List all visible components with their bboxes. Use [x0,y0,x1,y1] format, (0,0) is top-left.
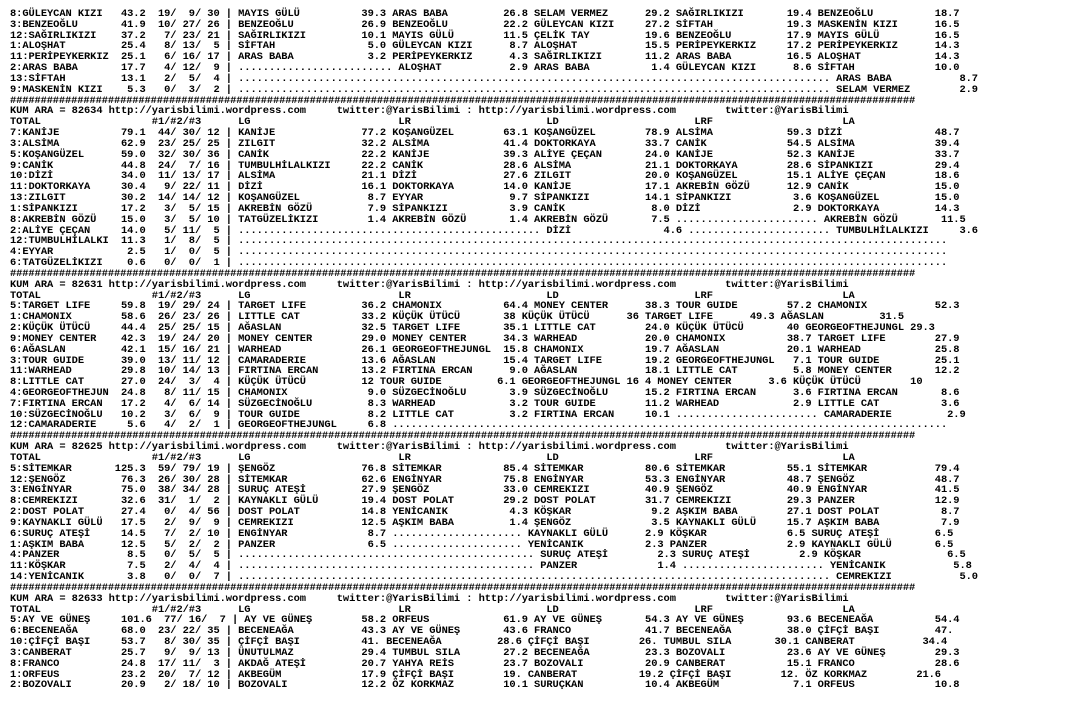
text-line: 11:KÖŞKAR 7.5 2/ 4/ 4 | ................................................ PANZER 1.4 ....................... YENİCANIK 5.8 [10,560,972,573]
text-line: 3:TOUR GUIDE 39.0 13/ 11/ 12 | CAMARADERIE 13.6 AĞASLAN 15.4 TARGET LIFE 19.2 GEORGEOFTHEJUNGL 7.1 TOUR GUIDE 25.1 [10,354,960,367]
text-line: #################################################################################################################################################### [10,581,916,594]
text-line: 12:TUMBULHİLALKI 11.3 1/ 8/ 5 | ................................................................................................................... [10,235,948,248]
text-line: 4:PANZER 8.5 0/ 5/ 5 | ................................................ SURUÇ ATEŞİ 2.3 SURUÇ ATEŞİ 2.9 KÖŞKAR 6.5 [10,549,966,562]
text-line: 12:ŞENGÖZ 76.3 26/ 30/ 28 | SİTEMKAR 62.6 ENGİNYAR 75.8 ENGİNYAR 53.3 ENGİNYAR 48.7 ŞENGÖZ 48.7 [10,473,960,486]
text-line: 10:DİZİ 34.0 11/ 13/ 17 | ALSİMA 21.1 DİZİ 27.6 ZILGIT 20.0 KOŞANGÜZEL 15.1 ALİYE ÇEÇAN 18.6 [10,170,960,183]
text-line: 10:ÇİFÇİ BAŞI 53.7 8/ 30/ 35 | ÇİFÇİ BAŞI 41. BECENEAĞA 28.6 ÇİFÇİ BAŞI 26. TUMBUL SILA 30.1 CANBERAT 34.4 [10,636,948,649]
text-line: 2:ARAS BABA 17.7 4/ 12/ 9 | ......................... ALOŞHAT 2.9 ARAS BABA 1.4 GÜLEYCAN KIZI 8.6 SİFTAH 10.0 [10,62,960,75]
text-line: 9:MONEY CENTER 42.3 19/ 24/ 20 | MONEY CENTER 29.0 MONEY CENTER 34.3 WARHEAD 20.0 CHAMONIX 38.7 TARGET LIFE 27.9 [10,332,960,345]
text-line: 8:FRANCO 24.8 17/ 11/ 3 | AKDAĞ ATEŞİ 20.7 YAHYA REİS 23.7 BOZOVALI 20.9 CANBERAT 15.1 FRANCO 28.6 [10,657,960,670]
text-line: 1:AŞKIM BABA 12.5 5/ 2/ 2 | PANZER 6.5 ..................... YENİCANIK 2.3 PANZER 2.9 KAYNAKLI GÜLÜ 6.5 [10,538,954,551]
text-line: 2:ALİYE ÇEÇAN 14.0 5/ 11/ 5 | ................................................. DİZİ 4.6 ....................... TUMBULHİLALKIZI 3.6 [10,224,978,237]
text-line: 1:CHAMONIX 58.6 26/ 23/ 26 | LITTLE CAT 33.2 KÜÇÜK ÜTÜCÜ 38 KÜÇÜK ÜTÜCÜ 36 TARGET LIFE 49.3 AĞASLAN 31.5 [10,311,904,324]
text-line: 5:AY VE GÜNEŞ 101.6 77/ 16/ 7 | AY VE GÜNEŞ 58.2 ORFEUS 61.9 AY VE GÜNEŞ 54.3 AY VE GÜNEŞ 93.6 BECENEAĞA 54.4 [10,614,960,627]
text-line: KUM ARA = 82633 http://yarisbilimi.wordpress.com twitter:@YarisBilimi : http://yarisbilimi.wordpress.com twitter:@YarisBilimi [10,592,849,605]
text-line: #################################################################################################################################################### [10,94,916,107]
text-line: 9:KAYNAKLI GÜLÜ 17.5 2/ 9/ 9 | CEMREKIZI 12.5 AŞKIM BABA 1.4 ŞENGÖZ 3.5 KAYNAKLI GÜLÜ 15.7 AŞKIM BABA 7.9 [10,516,960,529]
text-line: 7:FIRTINA ERCAN 17.2 4/ 6/ 14 | SÜZGECİNOĞLU 8.3 WARHEAD 3.2 TOUR GUIDE 11.2 WARHEAD 2.9 LITTLE CAT 3.6 [10,397,960,410]
text-line: TOTAL #1/#2/#3 LG LR LD LRF LA [10,289,855,302]
text-line: 2:KÜÇÜK ÜTÜCÜ 44.4 25/ 25/ 15 | AĞASLAN 32.5 TARGET LIFE 35.1 LITTLE CAT 24.0 KÜÇÜK ÜTÜCÜ 40 GEORGEOFTHEJUNGL 29.3 [10,322,935,335]
text-line: 3:ALSİMA 62.9 23/ 25/ 25 | ZILGIT 32.2 ALSİMA 41.4 DOKTORKAYA 33.7 CANİK 54.5 ALSİMA 39.4 [10,137,960,150]
text-line: 9:CANİK 44.8 24/ 7/ 16 | TUMBULHİLALKIZI 22.2 CANİK 28.6 ALSİMA 21.1 DOKTORKAYA 28.6 SİPANKIZI 29.4 [10,159,960,172]
text-line: 6:BECENEAĞA 68.0 23/ 22/ 35 | BECENEAĞA 43.3 AY VE GÜNEŞ 43.6 FRANCO 41.7 BECENEAĞA 38.0 ÇİFÇİ BAŞI 47. [10,625,954,638]
text-line: 4:EYYAR 2.5 1/ 0/ 5 | ................................................................................................................... [10,246,948,259]
text-line: 4:GEORGEOFTHEJUN 24.8 8/ 11/ 15 | CHAMONIX 9.0 SÜZGECİNOĞLU 3.9 SÜZGECİNOĞLU 15.2 FIRTINA ERCAN 3.6 FIRTINA ERCAN 8.6 [10,386,960,399]
text-line: TOTAL #1/#2/#3 LG LR LD LRF LA [10,603,855,616]
text-line: 11:DOKTORKAYA 30.4 9/ 22/ 11 | DİZİ 16.1 DOKTORKAYA 14.0 KANİJE 17.1 AKREBİN GÖZÜ 12.9 CANİK 15.0 [10,181,960,194]
text-line: TOTAL #1/#2/#3 LG LR LD LRF LA [10,451,855,464]
text-line: 7:KANİJE 79.1 44/ 30/ 12 | KANİJE 77.2 KOŞANGÜZEL 63.1 KOŞANGÜZEL 78.9 ALSİMA 59.3 DİZİ 48.7 [10,127,960,140]
text-line: 2:DOST POLAT 27.4 0/ 4/ 56 | DOST POLAT 14.8 YENİCANIK 4.3 KÖŞKAR 9.2 AŞKIM BABA 27.1 DOST POLAT 8.7 [10,506,960,519]
text-line: 1:SİPANKIZI 17.2 3/ 5/ 15 | AKREBİN GÖZÜ 7.9 SİPANKIZI 3.9 CANİK 8.0 DİZİ 2.9 DOKTORKAYA 14.3 [10,202,960,215]
text-line: KUM ARA = 82634 http://yarisbilimi.wordpress.com twitter:@YarisBilimi : http://yarisbilimi.wordpress.com twitter:@YarisBilimi [10,105,849,118]
text-line: #################################################################################################################################################### [10,267,916,280]
text-line: 13:ZILGIT 30.2 14/ 14/ 12 | KOŞANGÜZEL 8.7 EYYAR 9.7 SİPANKIZI 14.1 SİPANKIZI 3.6 KOŞANGÜZEL 15.0 [10,192,960,205]
text-line: 8:LITTLE CAT 27.0 24/ 3/ 4 | KÜÇÜK ÜTÜCÜ 12 TOUR GUIDE 6.1 GEORGEOFTHEJUNGL 16 4 MONEY CENTER 3.6 KÜÇÜK ÜTÜCÜ 10 [10,376,923,389]
text-line: 2:BOZOVALI 20.9 2/ 18/ 10 | BOZOVALI 12.2 ÖZ KORKMAZ 10.1 SURUÇKAN 10.4 AKBEGÜM 7.1 ORFEUS 10.8 [10,679,960,692]
text-line: 6:SURUÇ ATEŞİ 14.5 7/ 2/ 10 | ENGİNYAR 8.7 ..................... KAYNAKLI GÜLÜ 2.9 KÖŞKAR 6.5 SURUÇ ATEŞİ 6.5 [10,527,954,540]
text-line: 5:KOŞANGÜZEL 59.0 32/ 30/ 36 | CANİK 22.2 KANİJE 39.3 ALİYE ÇEÇAN 24.0 KANİJE 52.3 KANİJE 33.7 [10,148,960,161]
text-line: 6:AĞASLAN 42.1 15/ 16/ 21 | WARHEAD 26.1 GEORGEOFTHEJUNGL 15.8 CHAMONIX 19.7 AĞASLAN 20.1 WARHEAD 25.8 [10,343,960,356]
text-line: 1:ALOŞHAT 25.4 8/ 13/ 5 | SİFTAH 5.0 GÜLEYCAN KIZI 8.7 ALOŞHAT 15.5 PERİPEYKERKIZ 17.2 PERİPEYKERKIZ 14.3 [10,40,960,53]
text-line: 12:SAĞIRLIKIZI 37.2 7/ 23/ 21 | SAĞIRLIKIZI 10.1 MAYIS GÜLÜ 11.5 ÇELİK TAY 19.6 BENZEOĞLU 17.9 MAYIS GÜLÜ 16.5 [10,29,960,42]
text-line: 3:ENGİNYAR 75.0 38/ 34/ 28 | SURUÇ ATEŞİ 27.9 ŞENGÖZ 33.0 CEMREKIZI 40.9 ŞENGÖZ 40.9 ENGİNYAR 41.5 [10,484,960,497]
text-line: TOTAL #1/#2/#3 LG LR LD LRF LA [10,116,855,129]
text-line: 5:TARGET LIFE 59.8 19/ 29/ 24 | TARGET LIFE 36.2 CHAMONIX 64.4 MONEY CENTER 38.3 TOUR GUIDE 57.2 CHAMONIX 52.3 [10,300,960,313]
text-line: 8:AKREBİN GÖZÜ 15.0 3/ 5/ 10 | TATGÜZELİKIZI 1.4 AKREBİN GÖZÜ 1.4 AKREBİN GÖZÜ 7.5 ....................... AKREBİN GÖZÜ 11.5 [10,213,966,226]
text-line: 9:MASKENİN KIZI 5.3 0/ 3/ 2 | ................................................................................................ SELAM VERMEZ 2.9 [10,83,978,96]
text-line: KUM ARA = 82631 http://yarisbilimi.wordpress.com twitter:@YarisBilimi : http://yarisbilimi.wordpress.com twitter:@YarisBilimi [10,278,849,291]
text-line: 12:CAMARADERIE 5.6 4/ 2/ 1 | GEORGEOFTHEJUNGL 6.8 .......................................................................................... [10,419,948,432]
text-line: KUM ARA = 82625 http://yarisbilimi.wordpress.com twitter:@YarisBilimi : http://yarisbilimi.wordpress.com twitter:@YarisBilimi [10,441,849,454]
text-line: 1:ORFEUS 23.2 20/ 7/ 12 | AKBEGÜM 17.9 ÇİFÇİ BAŞI 19. CANBERAT 19.2 ÇİFÇİ BAŞI 12. ÖZ KORKMAZ 21.6 [10,668,941,681]
text-line: 3:CANBERAT 25.7 9/ 9/ 13 | ÜNUTULMAZ 29.4 TUMBUL SILA 27.2 BECENEAĞA 23.3 BOZOVALI 23.6 AY VE GÜNEŞ 29.3 [10,646,960,659]
text-line: 3:BENZEOĞLU 41.9 10/ 27/ 26 | BENZEOĞLU 26.9 BENZEOĞLU 22.2 GÜLEYCAN KIZI 27.2 SİFTAH 19.3 MASKENİN KIZI 16.5 [10,18,960,31]
text-line: 11:WARHEAD 29.8 10/ 14/ 13 | FIRTINA ERCAN 13.2 FIRTINA ERCAN 9.0 AĞASLAN 18.1 LITTLE CAT 5.8 MONEY CENTER 12.2 [10,365,960,378]
text-line: 14:YENİCANIK 3.8 0/ 0/ 7 | ................................................................................................ CEMREKIZI 5.0 [10,571,978,584]
text-line: 13:SİFTAH 13.1 2/ 5/ 4 | ................................................................................................ ARAS BABA 8.7 [10,72,978,85]
text-line: 8:GÜLEYCAN KIZI 43.2 19/ 9/ 30 | MAYIS GÜLÜ 39.3 ARAS BABA 26.8 SELAM VERMEZ 29.2 SAĞIRLIKIZI 19.4 BENZEOĞLU 18.7 [10,8,960,20]
text-line: 5:SİTEMKAR 125.3 59/ 79/ 19 | ŞENGÖZ 76.8 SİTEMKAR 85.4 SİTEMKAR 80.6 SİTEMKAR 55.1 SİTEMKAR 79.4 [10,462,960,475]
text-line: #################################################################################################################################################### [10,430,916,443]
text-line: 11:PERİPEYKERKIZ 25.1 6/ 16/ 17 | ARAS BABA 3.2 PERİPEYKERKIZ 4.3 SAĞIRLIKIZI 11.2 ARAS BABA 16.5 ALOŞHAT 14.3 [10,51,960,64]
text-line: 6:TATGÜZELİKIZI 0.6 0/ 0/ 1 | ................................................................................................................... [10,257,948,270]
text-line: 10:SÜZGECİNOĞLU 10.2 3/ 6/ 9 | TOUR GUIDE 8.2 LITTLE CAT 3.2 FIRTINA ERCAN 10.1 ....................... CAMARADERIE 2.9 [10,408,966,421]
text-line: 8:CEMREKIZI 32.6 31/ 1/ 2 | KAYNAKLI GÜLÜ 19.4 DOST POLAT 29.2 DOST POLAT 31.7 CEMREKIZI 29.3 PANZER 12.9 [10,495,960,508]
